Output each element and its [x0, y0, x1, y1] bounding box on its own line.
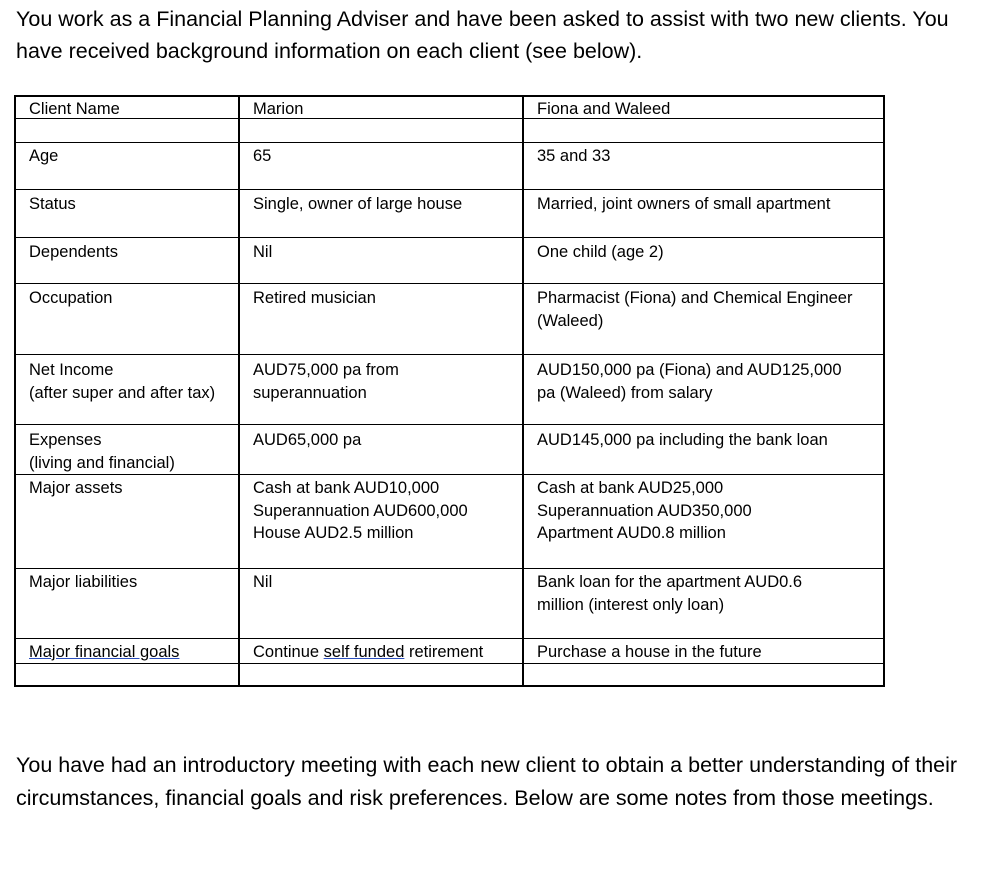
marion-value — [240, 640, 524, 663]
row-label-text: Major financial goals — [29, 643, 180, 661]
row-divider — [16, 283, 883, 284]
fiona-waleed-value: AUD150,000 pa (Fiona) and AUD125,000 pa (Waleed) from salary — [537, 361, 842, 402]
asset-line: House AUD2.5 million — [253, 524, 414, 542]
goal-text-post: retirement — [404, 643, 484, 661]
marion-value: Nil — [253, 243, 273, 261]
row-label: Major assets — [29, 479, 123, 497]
asset-line: Superannuation AUD350,000 — [537, 501, 752, 520]
fiona-waleed-value: One child (age 2) — [537, 243, 664, 261]
table-row-dependents — [16, 240, 883, 283]
row-divider — [16, 638, 883, 639]
row-label-sub: (after super and after tax) — [29, 384, 216, 402]
row-label: Expenses — [29, 431, 102, 449]
goal-text-pre: Continue — [253, 643, 324, 661]
fiona-waleed-value: 35 and 33 — [537, 147, 611, 165]
table-row-net-income — [16, 358, 883, 424]
outro-paragraph: You have had an introductory meeting with each new client to obtain a better understanding of their circumstances, financial goals and risk preferences. Below are some notes from those meetings. — [16, 753, 958, 810]
fiona-waleed-value: Purchase a house in the future — [537, 643, 762, 661]
table-row-major-liabilities — [16, 570, 883, 638]
table-header-row — [16, 97, 883, 118]
table-row-status — [16, 192, 883, 237]
header-client-name: Client Name — [29, 100, 120, 118]
row-label: Occupation — [29, 289, 113, 307]
intro-paragraph: You work as a Financial Planning Adviser and have been asked to assist with two new clients. You have received background information on each client (see below). — [16, 7, 949, 63]
fiona-waleed-value: Bank loan for the apartment AUD0.6 million (interest only loan) — [537, 573, 803, 614]
client-table — [14, 95, 885, 687]
fiona-waleed-value: AUD145,000 pa including the bank loan — [537, 431, 828, 449]
header-marion: Marion — [253, 100, 304, 118]
row-label: Major liabilities — [29, 573, 138, 591]
row-label — [16, 640, 240, 663]
marion-value: AUD65,000 pa — [253, 431, 362, 449]
marion-value: 65 — [253, 147, 272, 165]
row-label-cell — [16, 428, 240, 474]
table-row-occupation — [16, 286, 883, 354]
marion-value: Nil — [253, 573, 273, 591]
table-row-expenses — [16, 428, 883, 474]
row-divider — [16, 189, 883, 190]
marion-value: AUD75,000 pa from superannuation — [253, 361, 399, 402]
row-label: Age — [29, 147, 59, 165]
goal-text-underlined: self funded — [323, 643, 405, 661]
row-divider — [16, 354, 883, 355]
fiona-waleed-value: Married, joint owners of small apartment — [537, 195, 831, 213]
asset-line: Cash at bank AUD10,000 — [253, 479, 440, 497]
fiona-waleed-value: Pharmacist (Fiona) and Chemical Engineer (Waleed) — [537, 289, 853, 330]
marion-value — [240, 476, 524, 568]
row-label: Dependents — [29, 243, 118, 261]
row-label-cell — [16, 358, 240, 424]
table-row-major-financial-goals — [16, 640, 883, 663]
row-divider — [16, 424, 883, 425]
marion-value: Retired musician — [253, 289, 376, 307]
marion-value: Single, owner of large house — [253, 195, 463, 213]
row-divider — [16, 568, 883, 569]
asset-line: Apartment AUD0.8 million — [537, 524, 726, 542]
row-label: Net Income — [29, 361, 114, 379]
row-divider — [16, 118, 883, 119]
header-fiona-waleed: Fiona and Waleed — [537, 100, 671, 118]
row-divider — [16, 142, 883, 143]
row-label: Status — [29, 195, 76, 213]
table-row-major-assets — [16, 476, 883, 568]
row-divider — [16, 237, 883, 238]
fiona-waleed-value — [524, 476, 883, 568]
table-row-age — [16, 144, 883, 189]
asset-line: Superannuation AUD600,000 — [253, 501, 468, 520]
asset-line: Cash at bank AUD25,000 — [537, 479, 724, 497]
row-label-sub: (living and financial) — [29, 454, 175, 472]
